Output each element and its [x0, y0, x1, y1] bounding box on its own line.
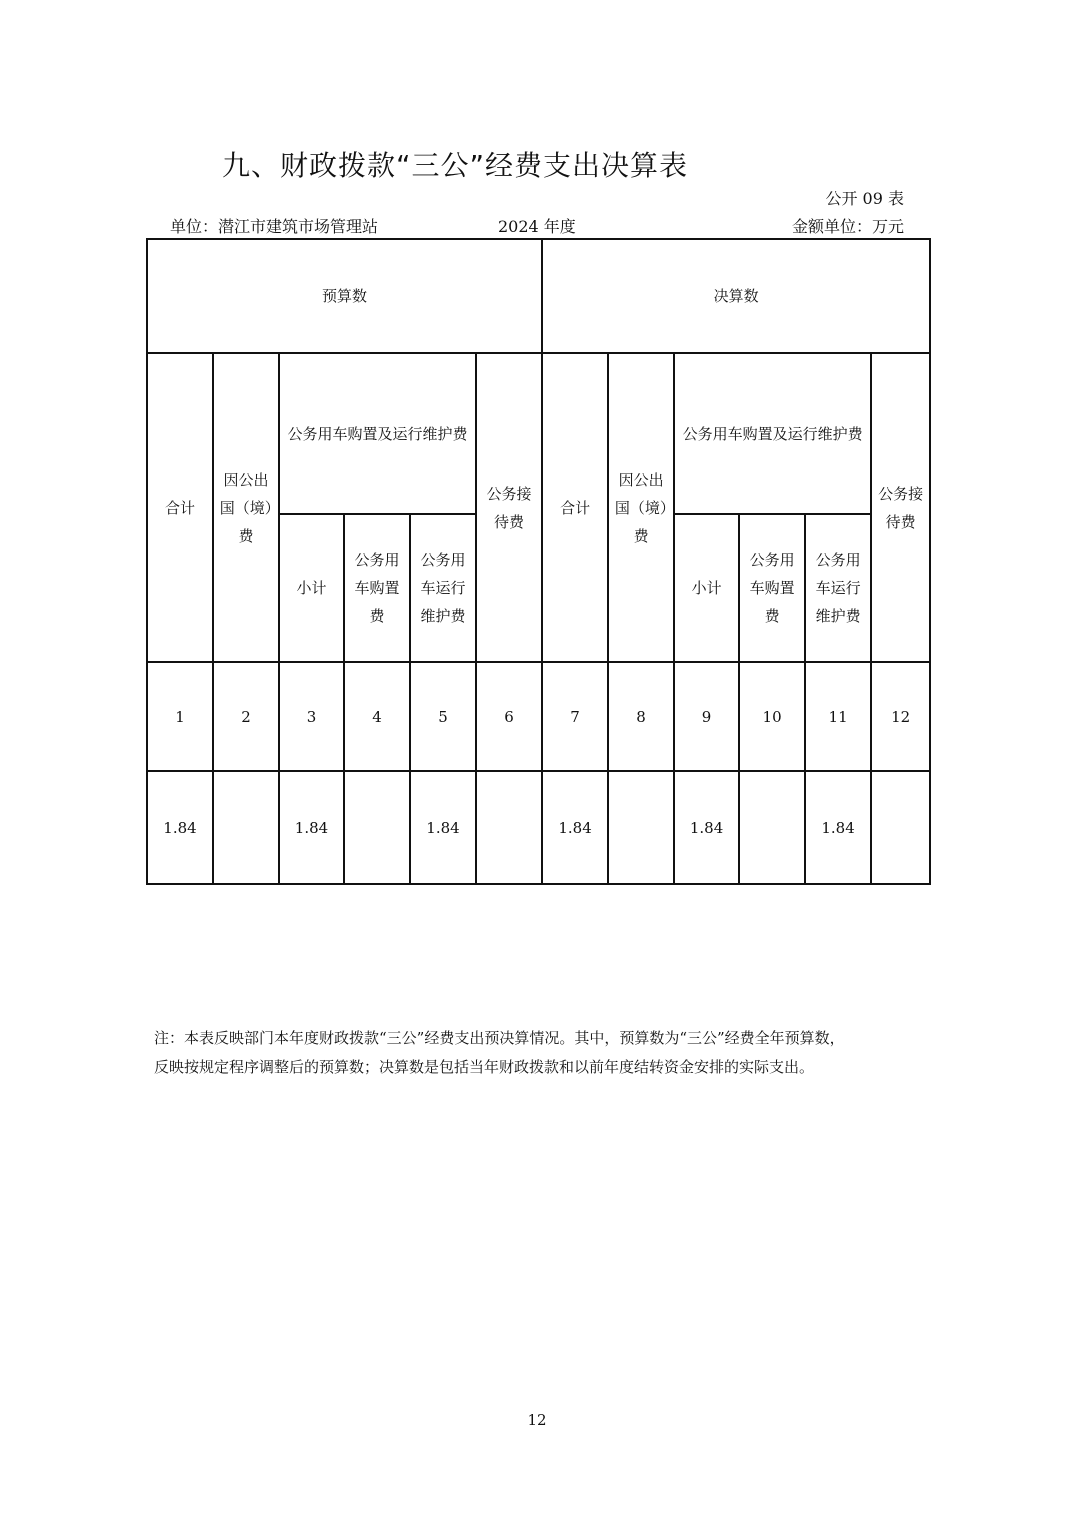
- table-number: 公开 09 表: [825, 189, 904, 208]
- header-budget-abroad: 因公出国（境）费: [213, 353, 279, 662]
- header-budget-reception: 公务接待费: [476, 353, 542, 662]
- header-budget-purchase: 公务用车购置费: [344, 514, 410, 662]
- header-final-abroad: 因公出国（境）费: [608, 353, 674, 662]
- column-number: 2: [213, 662, 279, 771]
- header-final-total: 合计: [542, 353, 608, 662]
- value-cell: 1.84: [410, 771, 476, 884]
- page-number: 12: [527, 1411, 547, 1429]
- column-number: 10: [739, 662, 805, 771]
- column-number: 3: [279, 662, 344, 771]
- column-number: 9: [674, 662, 739, 771]
- value-cell: [871, 771, 930, 884]
- header-final-maintenance: 公务用车运行维护费: [805, 514, 871, 662]
- value-cell: [213, 771, 279, 884]
- value-cell: [608, 771, 674, 884]
- header-budget-subtotal: 小计: [279, 514, 344, 662]
- group-header-final: 决算数: [542, 239, 930, 353]
- column-number: 8: [608, 662, 674, 771]
- column-number: 12: [871, 662, 930, 771]
- value-cell: [476, 771, 542, 884]
- column-number: 7: [542, 662, 608, 771]
- header-final-purchase: 公务用车购置费: [739, 514, 805, 662]
- column-number: 5: [410, 662, 476, 771]
- value-cell: 1.84: [805, 771, 871, 884]
- header-budget-total: 合计: [147, 353, 213, 662]
- value-cell: 1.84: [542, 771, 608, 884]
- amount-unit: 金额单位：万元: [791, 217, 904, 236]
- value-cell: 1.84: [674, 771, 739, 884]
- group-header-budget: 预算数: [147, 239, 542, 353]
- column-number: 4: [344, 662, 410, 771]
- value-cell: 1.84: [147, 771, 213, 884]
- header-budget-vehicle: 公务用车购置及运行维护费: [279, 353, 476, 514]
- header-final-reception: 公务接待费: [871, 353, 930, 662]
- header-final-subtotal: 小计: [674, 514, 739, 662]
- table-note: [154, 1024, 934, 1082]
- column-number: 11: [805, 662, 871, 771]
- value-cell: [739, 771, 805, 884]
- value-cell: 1.84: [279, 771, 344, 884]
- note-line: 注：本表反映部门本年度财政拨款“三公”经费支出预决算情况。其中，预算数为“三公”经费全年预算数，: [154, 1029, 845, 1047]
- three-public-expenses-table: [146, 238, 931, 885]
- header-final-vehicle: 公务用车购置及运行维护费: [674, 353, 871, 514]
- note-line: 反映按规定程序调整后的预算数；决算数是包括当年财政拨款和以前年度结转资金安排的实际支出。: [154, 1058, 815, 1076]
- column-number: 1: [147, 662, 213, 771]
- fiscal-year: 2024 年度: [498, 217, 576, 236]
- header-budget-maintenance: 公务用车运行维护费: [410, 514, 476, 662]
- value-cell: [344, 771, 410, 884]
- page-title: 九、财政拨款“三公”经费支出决算表: [222, 149, 689, 182]
- column-number: 6: [476, 662, 542, 771]
- reporting-unit: 单位：潜江市建筑市场管理站: [170, 217, 379, 236]
